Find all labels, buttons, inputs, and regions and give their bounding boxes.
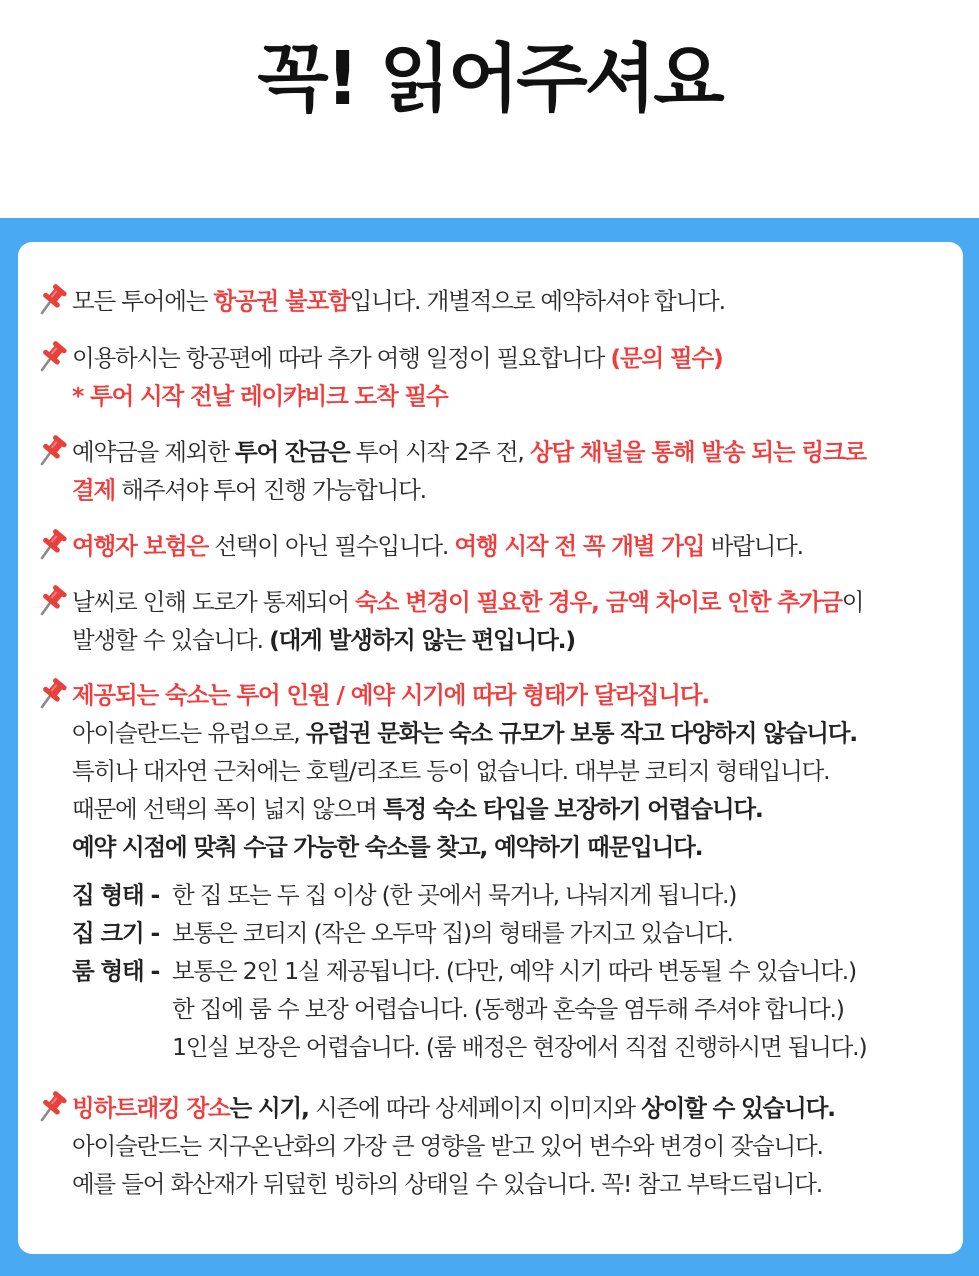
spec-text: 한 집 또는 두 집 이상 (한 곳에서 묵거나, 나눠지게 됩니다.) [172,881,737,909]
pushpin-icon [34,1089,70,1125]
notice-item-insurance [34,527,958,565]
notice-highlight: 항공권 불포함 [213,287,350,315]
notice-text: 모든 투어에는 [72,287,214,315]
notice-text: 입니다. 개별적으로 예약하셔야 합니다. [349,287,725,315]
notice-bold: 유럽권 문화는 숙소 규모가 보통 작고 다양하지 않습니다. [305,719,857,747]
notice-line: 특히나 대자연 근처에는 호텔/리조트 등이 없습니다. 대부분 코티지 형태입니다. [72,757,830,785]
notice-bold: 상이할 수 있습니다. [641,1094,835,1122]
notice-item-flight-schedule [34,339,958,415]
notice-bold: 특정 숙소 타입을 보장하기 어렵습니다. [382,795,763,823]
notice-line [72,471,958,509]
pushpin-icon [34,583,70,619]
spec-row-house-size [72,914,958,952]
spec-row-room-type [72,952,958,990]
spec-label: 집 크기 - [72,919,160,947]
notice-card [18,242,963,1254]
notice-text: 예약금을 제외한 [72,438,236,466]
notice-highlight: 상담 채널을 통해 발송 되는 링크로 [529,438,866,466]
header [0,0,979,218]
notice-highlight: 빙하트래킹 장소 [72,1094,230,1122]
spec-label: 룸 형태 - [72,957,160,985]
page-title: 꼭! 읽어주셔요 [257,36,722,122]
notice-text: 때문에 선택의 폭이 넓지 않으며 [72,795,383,823]
notice-line [72,527,958,565]
spec-text: 보통은 코티지 (작은 오두막 집)의 형태를 가지고 있습니다. [172,919,733,947]
notice-text: 투어 시작 2주 전, [349,438,530,466]
notice-bold: 투어 잔금은 [235,438,350,466]
notice-item-balance-payment [34,433,958,509]
notice-highlight: 여행 시작 전 꼭 개별 가입 [454,532,705,560]
notice-bold-line: 예약 시점에 맞춰 수급 가능한 숙소를 찾고, 예약하기 때문입니다. [72,833,703,861]
notice-text: 해주셔야 투어 진행 가능합니다. [115,476,426,504]
notice-item-accommodation [34,676,958,1066]
notice-background [0,218,979,1276]
spec-text: 보통은 2인 1실 제공됩니다. (다만, 예약 시기 따라 변동될 수 있습니다.) [172,957,856,985]
notice-highlight-line: 제공되는 숙소는 투어 인원 / 예약 시기에 따라 형태가 달라집니다. [72,681,709,709]
spec-label: 집 형태 - [72,881,160,909]
spec-note: 1인실 보장은 어렵습니다. (룸 배정은 현장에서 직접 진행하시면 됩니다.) [172,1033,867,1061]
notice-text: 바랍니다. [704,532,803,560]
notice-line: 아이슬란드는 지구온난화의 가장 큰 영향을 받고 있어 변수와 변경이 잦습니다. [72,1132,823,1160]
notice-highlight: 결제 [72,476,116,504]
notice-line [72,790,958,828]
pushpin-icon [34,282,70,318]
notice-item-glacier [34,1089,958,1203]
pushpin-icon [34,433,70,469]
notice-bold: (대게 발생하지 않는 편입니다.) [269,626,575,654]
notice-text: 아이슬란드는 유럽으로, [72,719,306,747]
notice-bold: 는 시기, [229,1094,309,1122]
accommodation-spec-list [72,876,958,1066]
pushpin-icon [34,527,70,563]
notice-text: 날씨로 인해 도로가 통제되어 [72,588,356,616]
pushpin-icon [34,339,70,375]
notice-line [72,714,958,752]
notice-highlight: 숙소 변경이 필요한 경우, 금액 차이로 인한 추가금 [355,588,842,616]
notice-line [72,339,958,377]
notice-line: 예를 들어 화산재가 뒤덮힌 빙하의 상태일 수 있습니다. 꼭! 참고 부탁드립니다. [72,1170,822,1198]
pushpin-icon [34,676,70,712]
notice-highlight: 여행자 보험은 [72,532,208,560]
notice-text: 발생할 수 있습니다. [72,626,270,654]
spec-note: 한 집에 룸 수 보장 어렵습니다. (동행과 혼숙을 염두해 주셔야 합니다.) [172,995,844,1023]
notice-text: 이 [841,588,864,616]
notice-text: 시즌에 따라 상세페이지 이미지와 [308,1094,642,1122]
notice-text: 선택이 아닌 필수입니다. [208,532,455,560]
notice-line [72,282,958,320]
notice-highlight-line: * 투어 시작 전날 레이캬비크 도착 필수 [72,382,448,410]
notice-line [72,1089,958,1127]
notice-text: 이용하시는 항공편에 따라 추가 여행 일정이 필요합니다 [72,344,611,372]
notice-line [72,433,958,471]
spec-row-house-type [72,876,958,914]
notice-highlight: (문의 필수) [610,344,723,372]
notice-line [72,583,958,621]
notice-item-air-ticket [34,282,958,320]
notice-line [72,621,958,659]
notice-item-weather [34,583,958,659]
